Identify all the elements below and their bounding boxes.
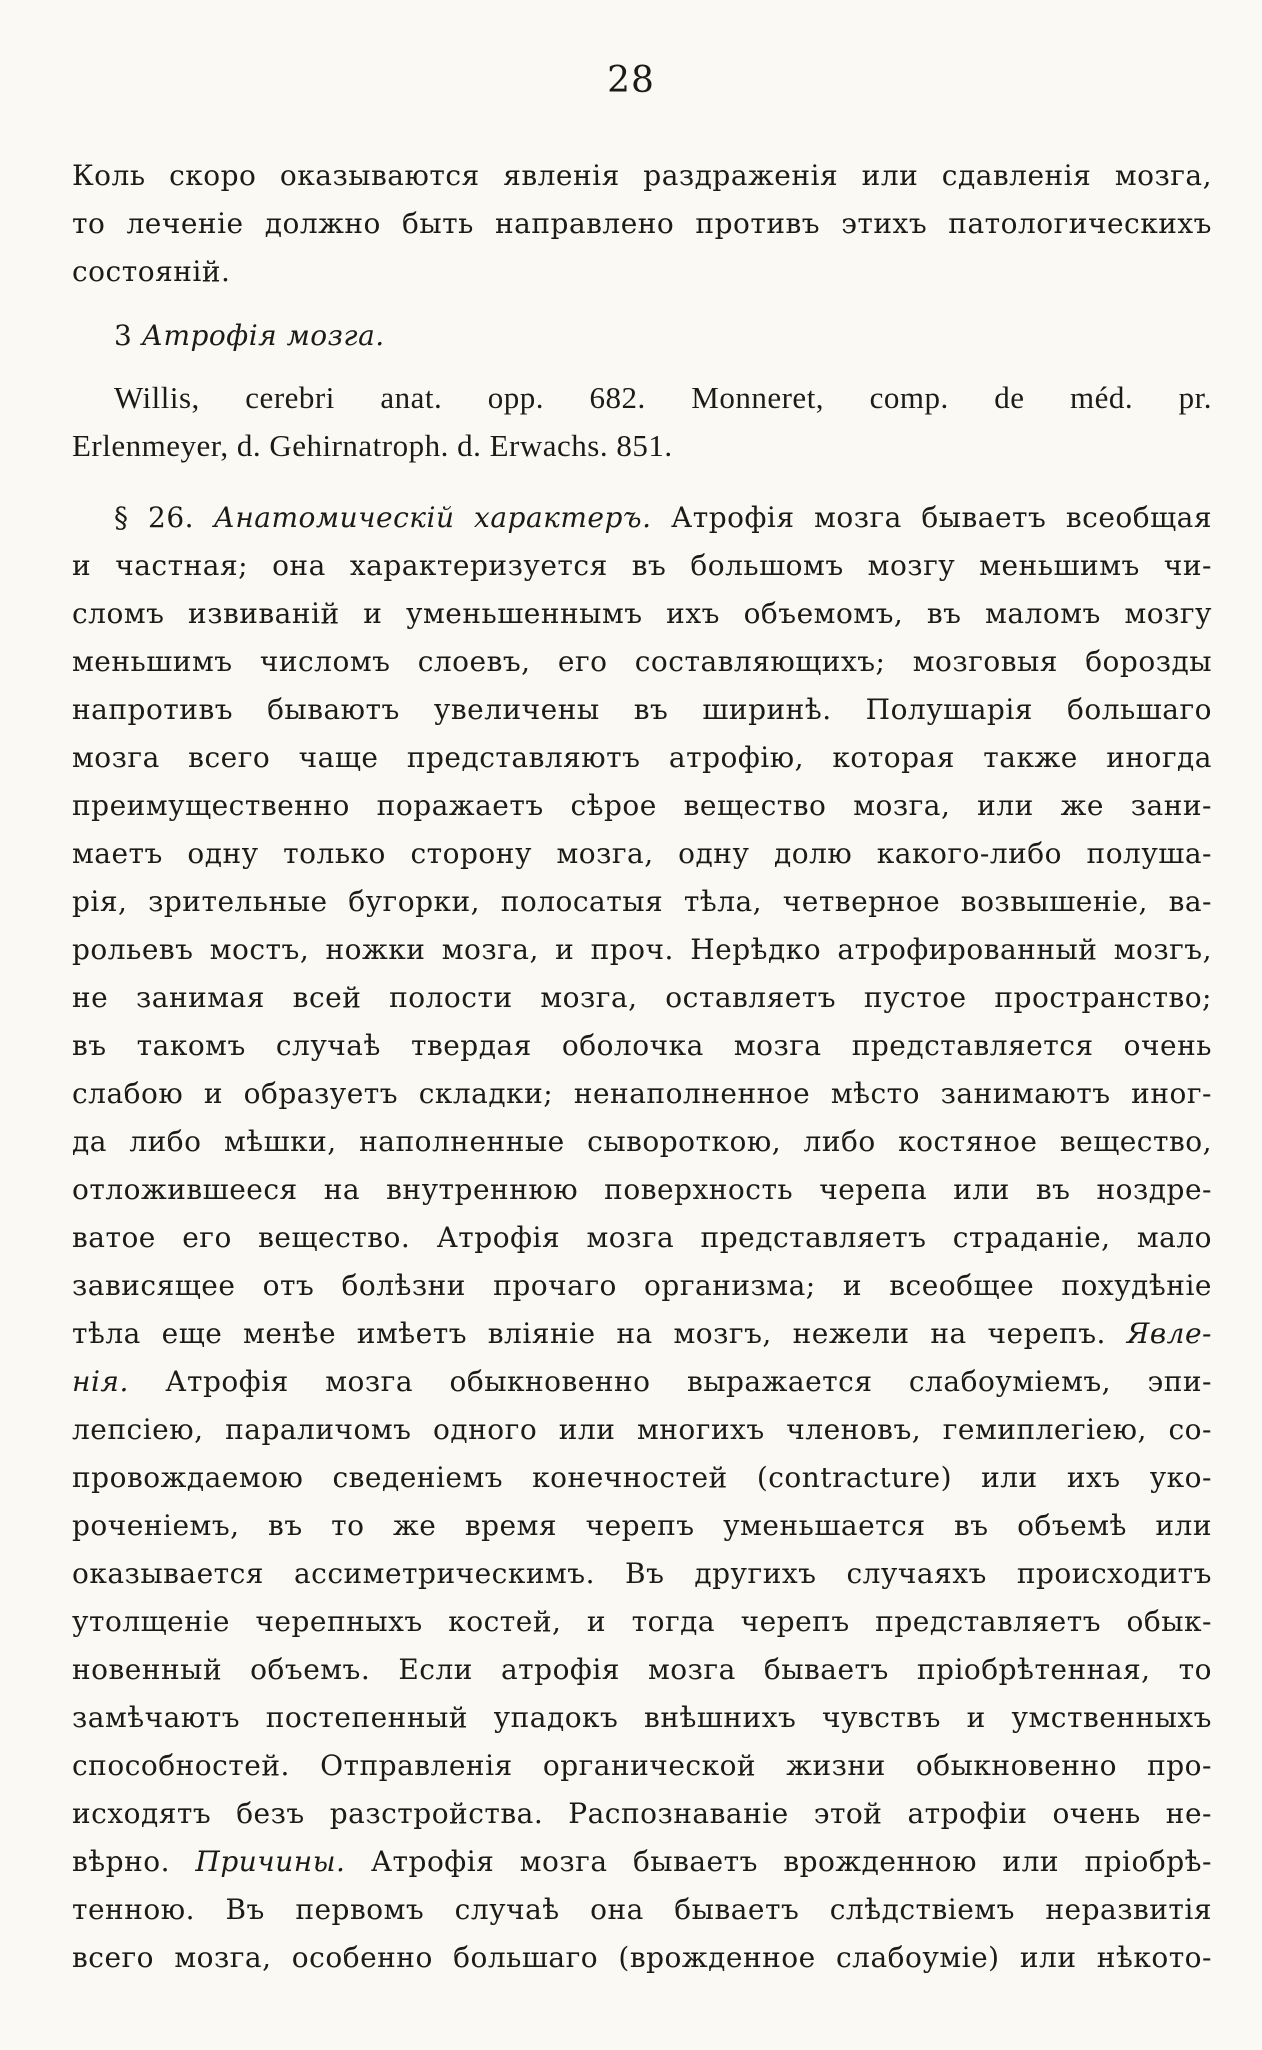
text-line: преимущественно поражаетъ сѣрое вещество мозга, или же зани- (72, 789, 1212, 822)
text-line: отложившееся на внутреннюю поверхность черепа или въ ноздре- (72, 1173, 1212, 1206)
text-line: въ такомъ случаѣ твердая оболочка мозга представляется очень (72, 1029, 1212, 1062)
text-line: исходятъ безъ разстройства. Распознаваніе этой атрофіи очень не- (72, 1797, 1212, 1830)
paragraph-first-line (72, 494, 1212, 542)
text-line: и частная; она характеризуется въ большомъ мозгу меньшимъ чи- (72, 549, 1212, 582)
text-line: Коль скоро оказываются явленія раздраженія или сдавленія мозга, (72, 159, 1212, 192)
text-run: Атрофія мозга бываетъ врожденною или пріобрѣ- (370, 1845, 1212, 1878)
text-line (72, 1838, 1212, 1886)
text-line: состояній. (72, 255, 231, 288)
reference-line: Willis, cerebri anat. opp. 682. Monneret, comp. de méd. pr. (114, 380, 1212, 415)
text-line: оказывается ассиметрическимъ. Въ другихъ случаяхъ происходитъ (72, 1557, 1212, 1590)
subheading-yavleniya-part2: нія. (72, 1365, 129, 1398)
text-line: мозга всего чаще представляютъ атрофію, которая также иногда (72, 741, 1212, 774)
text-line: да либо мѣшки, наполненные сывороткою, либо костяное вещество, (72, 1125, 1212, 1158)
text-line: способностей. Отправленія органической жизни обыкновенно про- (72, 1749, 1212, 1782)
paragraph-heading: Анатомическій характеръ. (213, 501, 652, 534)
text-line: рольевъ мостъ, ножки мозга, и проч. Нерѣдко атрофированный мозгъ, (72, 933, 1212, 966)
section-heading (72, 312, 1212, 360)
text-line: тенною. Въ первомъ случаѣ она бываетъ слѣдствіемъ неразвитія (72, 1893, 1212, 1926)
paragraph-26 (72, 494, 1212, 1982)
section-heading-number: 3 (114, 319, 133, 352)
section-heading-line (72, 312, 1212, 360)
reference-line: Erlenmeyer, d. Gehirnatroph. d. Erwachs. 851. (72, 428, 673, 463)
text-line: сломъ извиваній и уменьшеннымъ ихъ объемомъ, въ маломъ мозгу (72, 597, 1212, 630)
subheading-yavleniya-part1: Явле- (1126, 1317, 1213, 1350)
text-line: новенный объемъ. Если атрофія мозга бываетъ пріобрѣтенная, то (72, 1653, 1212, 1686)
text-line: замѣчаютъ постепенный упадокъ внѣшнихъ чувствъ и умственныхъ (72, 1701, 1212, 1734)
text-line: утолщеніе черепныхъ костей, и тогда черепъ представляетъ обык- (72, 1605, 1212, 1638)
text-line: ватое его вещество. Атрофія мозга представляетъ страданіе, мало (72, 1221, 1212, 1254)
references (72, 374, 1212, 470)
text-line: меньшимъ числомъ слоевъ, его составляющихъ; мозговыя борозды (72, 645, 1212, 678)
text-line: лепсіею, параличомъ одного или многихъ членовъ, гемиплегіею, со- (72, 1413, 1212, 1446)
text-line: то леченіе должно быть направлено противъ этихъ патологическихъ (72, 207, 1212, 240)
text-line: роченіемъ, въ то же время черепъ уменьшается въ объемѣ или (72, 1509, 1212, 1542)
section-mark: § 26. (114, 501, 195, 534)
text-line: провождаемою сведеніемъ конечностей (contracture) или ихъ уко- (72, 1461, 1212, 1494)
text-run: тѣла еще менѣе имѣетъ вліяніе на мозгъ, нежели на черепъ. (72, 1317, 1106, 1350)
text-line: не занимая всей полости мозга, оставляетъ пустое пространство; (72, 981, 1212, 1014)
paragraph-first-line-rest: Атрофія мозга бываетъ всеобщая (671, 501, 1213, 534)
intro-text (72, 152, 1212, 296)
subheading-prichiny: Причины. (195, 1845, 346, 1878)
text-line: слабою и образуетъ складки; ненаполненное мѣсто занимаютъ иног- (72, 1077, 1212, 1110)
text-line: всего мозга, особенно большаго (врожденное слабоуміе) или нѣкото- (72, 1941, 1212, 1974)
text-run: Атрофія мозга обыкновенно выражается слабоуміемъ, эпи- (165, 1365, 1212, 1398)
text-line: рія, зрительные бугорки, полосатыя тѣла, четверное возвышеніе, ва- (72, 885, 1212, 918)
text-line: маетъ одну только сторону мозга, одну долю какого-либо полуша- (72, 837, 1212, 870)
page-number: 28 (607, 60, 655, 101)
section-heading-title: Атрофія мозга. (141, 319, 385, 352)
text-line: напротивъ бываютъ увеличены въ ширинѣ. Полушарія большаго (72, 693, 1212, 726)
text-line: зависящее отъ болѣзни прочаго организма; и всеобщее похудѣніе (72, 1269, 1212, 1302)
text-run: вѣрно. (72, 1845, 170, 1878)
text-line (72, 1310, 1212, 1358)
text-line (72, 1358, 1212, 1406)
